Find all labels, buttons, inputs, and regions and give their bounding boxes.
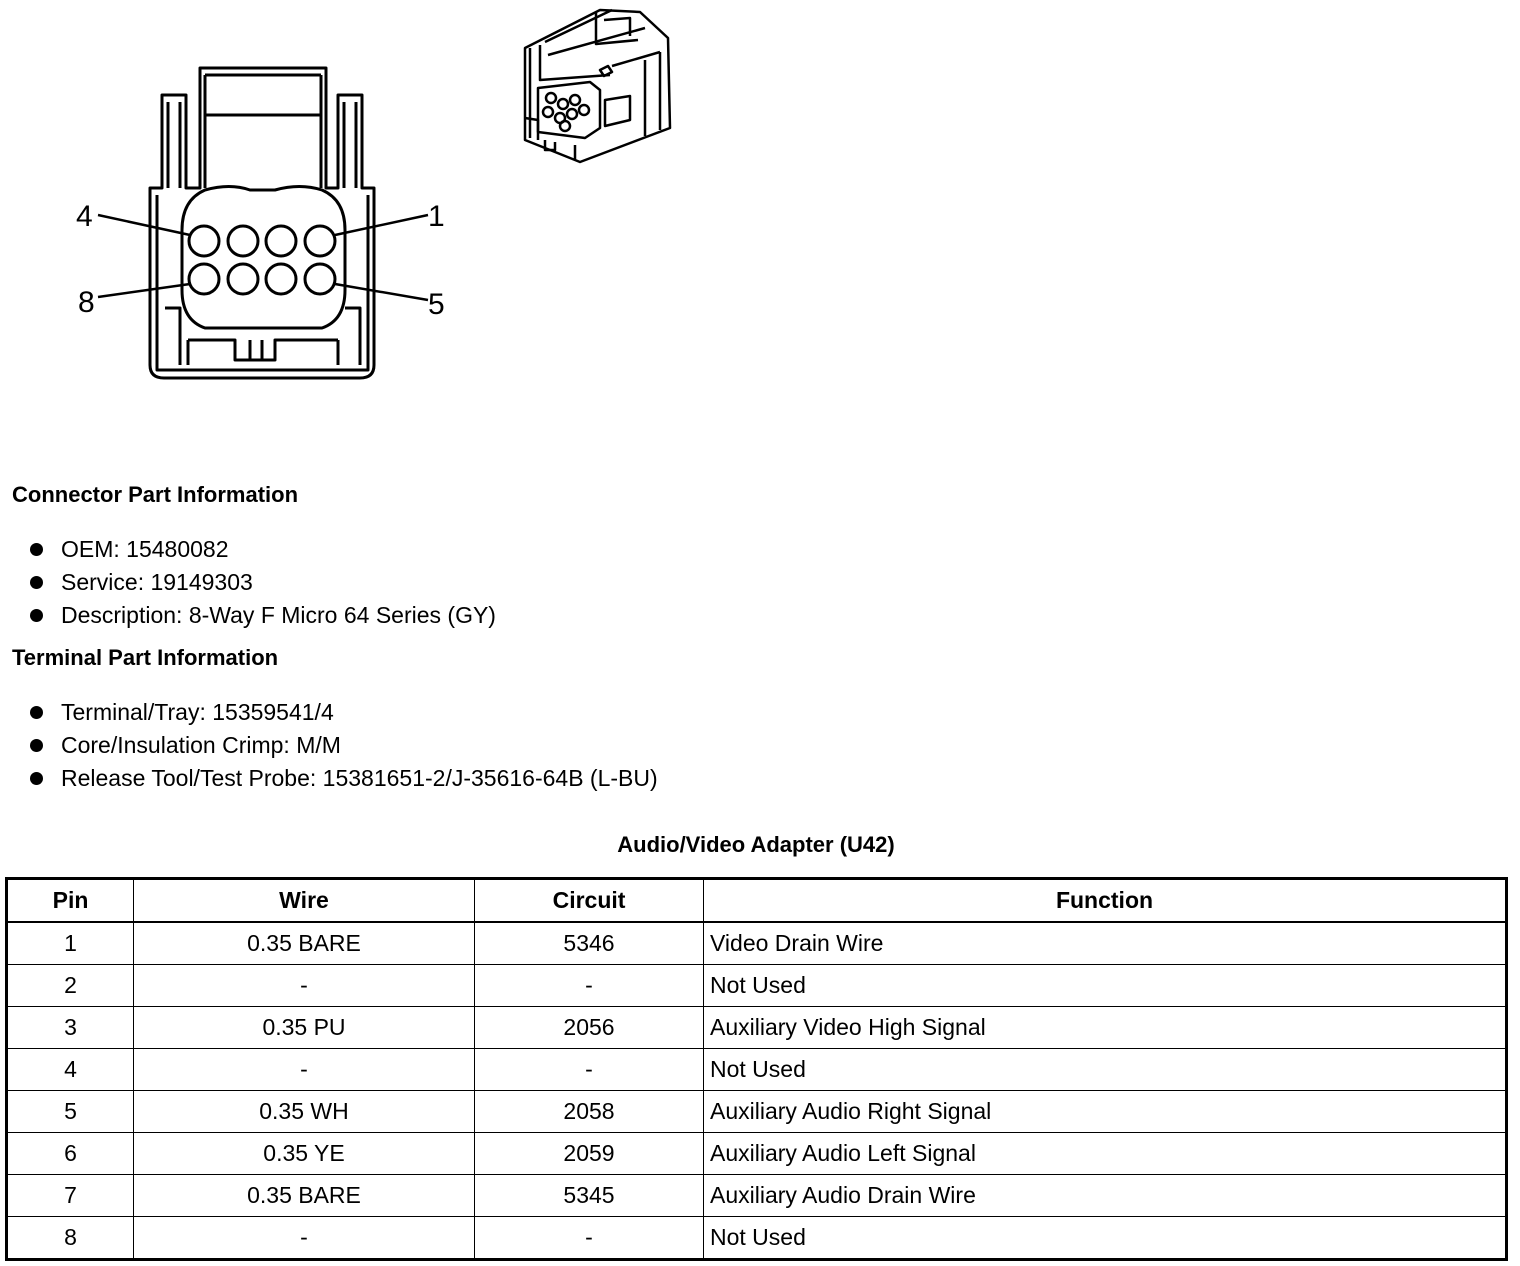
pin-cell: 3	[7, 1007, 134, 1049]
list-item	[30, 533, 496, 566]
list-item	[30, 566, 496, 599]
pin-cell: 4	[7, 1049, 134, 1091]
function-cell: Not Used	[704, 1049, 1507, 1091]
connector-info-heading: Connector Part Information	[12, 482, 299, 507]
connector-info-list	[30, 533, 496, 632]
table-row	[7, 965, 1507, 1007]
function-cell: Auxiliary Audio Drain Wire	[704, 1175, 1507, 1217]
header-circuit: Circuit	[475, 879, 704, 923]
pin-callout-1: 1	[428, 200, 445, 233]
pinout-table	[5, 877, 1508, 1261]
table-row	[7, 1091, 1507, 1133]
circuit-cell: -	[475, 965, 704, 1007]
function-cell: Auxiliary Video High Signal	[704, 1007, 1507, 1049]
terminal-info-heading: Terminal Part Information	[12, 645, 279, 670]
list-item	[30, 729, 658, 762]
function-cell: Not Used	[704, 965, 1507, 1007]
pin-cell: 5	[7, 1091, 134, 1133]
bullet-icon	[30, 706, 43, 719]
wire-cell: 0.35 YE	[134, 1133, 475, 1175]
list-item	[30, 696, 658, 729]
bullet-icon	[30, 576, 43, 589]
terminal-crimp: Core/Insulation Crimp: M/M	[61, 732, 341, 758]
header-pin: Pin	[7, 879, 134, 923]
circuit-cell: 2056	[475, 1007, 704, 1049]
connector-description: Description: 8-Way F Micro 64 Series (GY)	[61, 602, 496, 628]
circuit-cell: 5345	[475, 1175, 704, 1217]
connector-isometric-diagram	[515, 0, 685, 175]
terminal-release-tool: Release Tool/Test Probe: 15381651-2/J-35616-64B (L-BU)	[61, 765, 658, 791]
table-row	[7, 922, 1507, 965]
header-function: Function	[704, 879, 1507, 923]
header-wire: Wire	[134, 879, 475, 923]
function-cell: Auxiliary Audio Right Signal	[704, 1091, 1507, 1133]
list-item	[30, 762, 658, 795]
function-cell: Auxiliary Audio Left Signal	[704, 1133, 1507, 1175]
circuit-cell: 5346	[475, 922, 704, 965]
bullet-icon	[30, 772, 43, 785]
connector-oem: OEM: 15480082	[61, 536, 229, 562]
wire-cell: -	[134, 1217, 475, 1260]
wire-cell: -	[134, 965, 475, 1007]
connector-face-diagram	[60, 55, 480, 395]
pin-callout-8: 8	[78, 286, 95, 319]
table-title: Audio/Video Adapter (U42)	[617, 832, 895, 857]
pin-cell: 6	[7, 1133, 134, 1175]
pin-callout-5: 5	[428, 288, 445, 321]
bullet-icon	[30, 739, 43, 752]
wire-cell: -	[134, 1049, 475, 1091]
circuit-cell: -	[475, 1217, 704, 1260]
pin-cell: 7	[7, 1175, 134, 1217]
terminal-tray: Terminal/Tray: 15359541/4	[61, 699, 334, 725]
circuit-cell: -	[475, 1049, 704, 1091]
table-row	[7, 1175, 1507, 1217]
wire-cell: 0.35 PU	[134, 1007, 475, 1049]
function-cell: Video Drain Wire	[704, 922, 1507, 965]
wire-cell: 0.35 BARE	[134, 1175, 475, 1217]
circuit-cell: 2058	[475, 1091, 704, 1133]
pin-callout-4: 4	[76, 200, 93, 233]
wire-cell: 0.35 WH	[134, 1091, 475, 1133]
terminal-info-list	[30, 696, 658, 795]
pin-cell: 2	[7, 965, 134, 1007]
bullet-icon	[30, 543, 43, 556]
list-item	[30, 599, 496, 632]
connector-service: Service: 19149303	[61, 569, 253, 595]
table-row	[7, 1049, 1507, 1091]
pin-cell: 1	[7, 922, 134, 965]
table-header-row	[7, 879, 1507, 923]
bullet-icon	[30, 609, 43, 622]
table-row	[7, 1217, 1507, 1260]
circuit-cell: 2059	[475, 1133, 704, 1175]
function-cell: Not Used	[704, 1217, 1507, 1260]
table-row	[7, 1007, 1507, 1049]
table-row	[7, 1133, 1507, 1175]
pin-cell: 8	[7, 1217, 134, 1260]
wire-cell: 0.35 BARE	[134, 922, 475, 965]
